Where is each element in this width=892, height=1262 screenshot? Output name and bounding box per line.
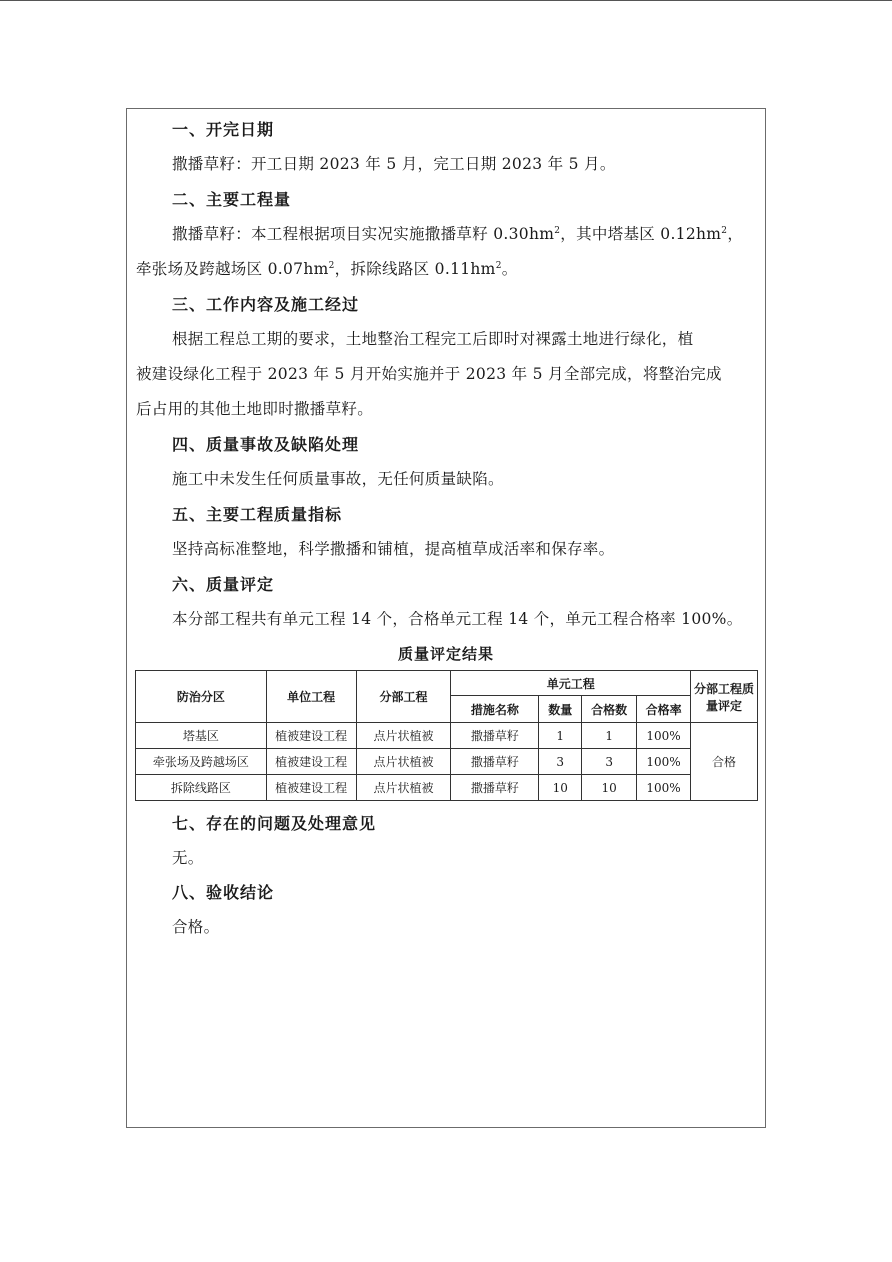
cell-rate: 100%: [637, 723, 691, 749]
section-heading-conclusion: 八、验收结论: [172, 883, 275, 902]
cell-zone: 拆除线路区: [136, 775, 267, 801]
section-body-conclusion: 合格。: [172, 918, 220, 936]
header-rate: 合格率: [637, 696, 691, 723]
cell-unit-project: 植被建设工程: [266, 749, 356, 775]
header-count: 数量: [539, 696, 582, 723]
cell-measure: 撒播草籽: [451, 775, 539, 801]
cell-sub-project: 点片状植被: [356, 775, 451, 801]
cell-rate: 100%: [637, 775, 691, 801]
section-heading-dates: 一、开完日期: [172, 120, 275, 139]
header-zone: 防治分区: [136, 671, 267, 723]
header-measure: 措施名称: [451, 696, 539, 723]
cell-count: 3: [539, 749, 582, 775]
work-content-line-2: 被建设绿化工程于 2023 年 5 月开始实施并于 2023 年 5 月全部完成，将整治完成: [136, 365, 722, 383]
work-content-line-1: 根据工程总工期的要求，土地整治工程完工后即时对裸露土地进行绿化，植: [172, 330, 694, 348]
table-title: 质量评定结果: [397, 645, 494, 663]
section-body-defects: 施工中未发生任何质量事故，无任何质量缺陷。: [172, 470, 504, 488]
quality-evaluation-table: [135, 670, 758, 801]
cell-count: 1: [539, 723, 582, 749]
cell-sub-project: 点片状植被: [356, 749, 451, 775]
page-top-rule: [0, 0, 892, 1]
table-header-row: [136, 671, 758, 696]
header-sub-project: 分部工程: [356, 671, 451, 723]
quantities-line-2: 牵张场及跨越场区 $0.07hm^2$，拆除线路区 $0.11hm^2$。: [136, 260, 518, 278]
table-row: [136, 723, 758, 749]
quantities-line-1: 撒播草籽：本工程根据项目实况实施撒播草籽 $0.30hm^2$，其中塔基区 $0.12hm^2$，: [172, 225, 744, 243]
work-content-line-3: 后占用的其他土地即时撒播草籽。: [136, 400, 374, 418]
section-heading-work-content: 三、工作内容及施工经过: [172, 295, 360, 314]
section-heading-quality-eval: 六、质量评定: [172, 575, 275, 594]
header-evaluation: 分部工程质 量评定: [691, 671, 758, 723]
cell-sub-project: 点片状植被: [356, 723, 451, 749]
section-body-quality-index: 坚持高标准整地，科学撒播和铺植，提高植草成活率和保存率。: [172, 540, 615, 558]
section-heading-defects: 四、质量事故及缺陷处理: [172, 435, 360, 454]
cell-qualified: 3: [582, 749, 637, 775]
cell-zone: 塔基区: [136, 723, 267, 749]
section-body-dates: 撒播草籽：开工日期 2023 年 5 月，完工日期 2023 年 5 月。: [172, 155, 616, 173]
section-body-issues: 无。: [172, 849, 204, 867]
cell-measure: 撒播草籽: [451, 723, 539, 749]
header-qualified: 合格数: [582, 696, 637, 723]
table-row: [136, 775, 758, 801]
section-body-quality-eval: 本分部工程共有单元工程 14 个，合格单元工程 14 个，单元工程合格率 100%。: [172, 610, 743, 628]
header-unit-project: 单位工程: [266, 671, 356, 723]
section-heading-quality-index: 五、主要工程质量指标: [172, 505, 343, 524]
cell-measure: 撒播草籽: [451, 749, 539, 775]
cell-evaluation: 合格: [691, 723, 758, 801]
cell-qualified: 10: [582, 775, 637, 801]
cell-rate: 100%: [637, 749, 691, 775]
cell-qualified: 1: [582, 723, 637, 749]
section-heading-issues: 七、存在的问题及处理意见: [172, 814, 377, 833]
cell-unit-project: 植被建设工程: [266, 775, 356, 801]
header-element-project: 单元工程: [451, 671, 691, 696]
table-row: [136, 749, 758, 775]
cell-unit-project: 植被建设工程: [266, 723, 356, 749]
cell-count: 10: [539, 775, 582, 801]
cell-zone: 牵张场及跨越场区: [136, 749, 267, 775]
section-heading-quantities: 二、主要工程量: [172, 190, 292, 209]
